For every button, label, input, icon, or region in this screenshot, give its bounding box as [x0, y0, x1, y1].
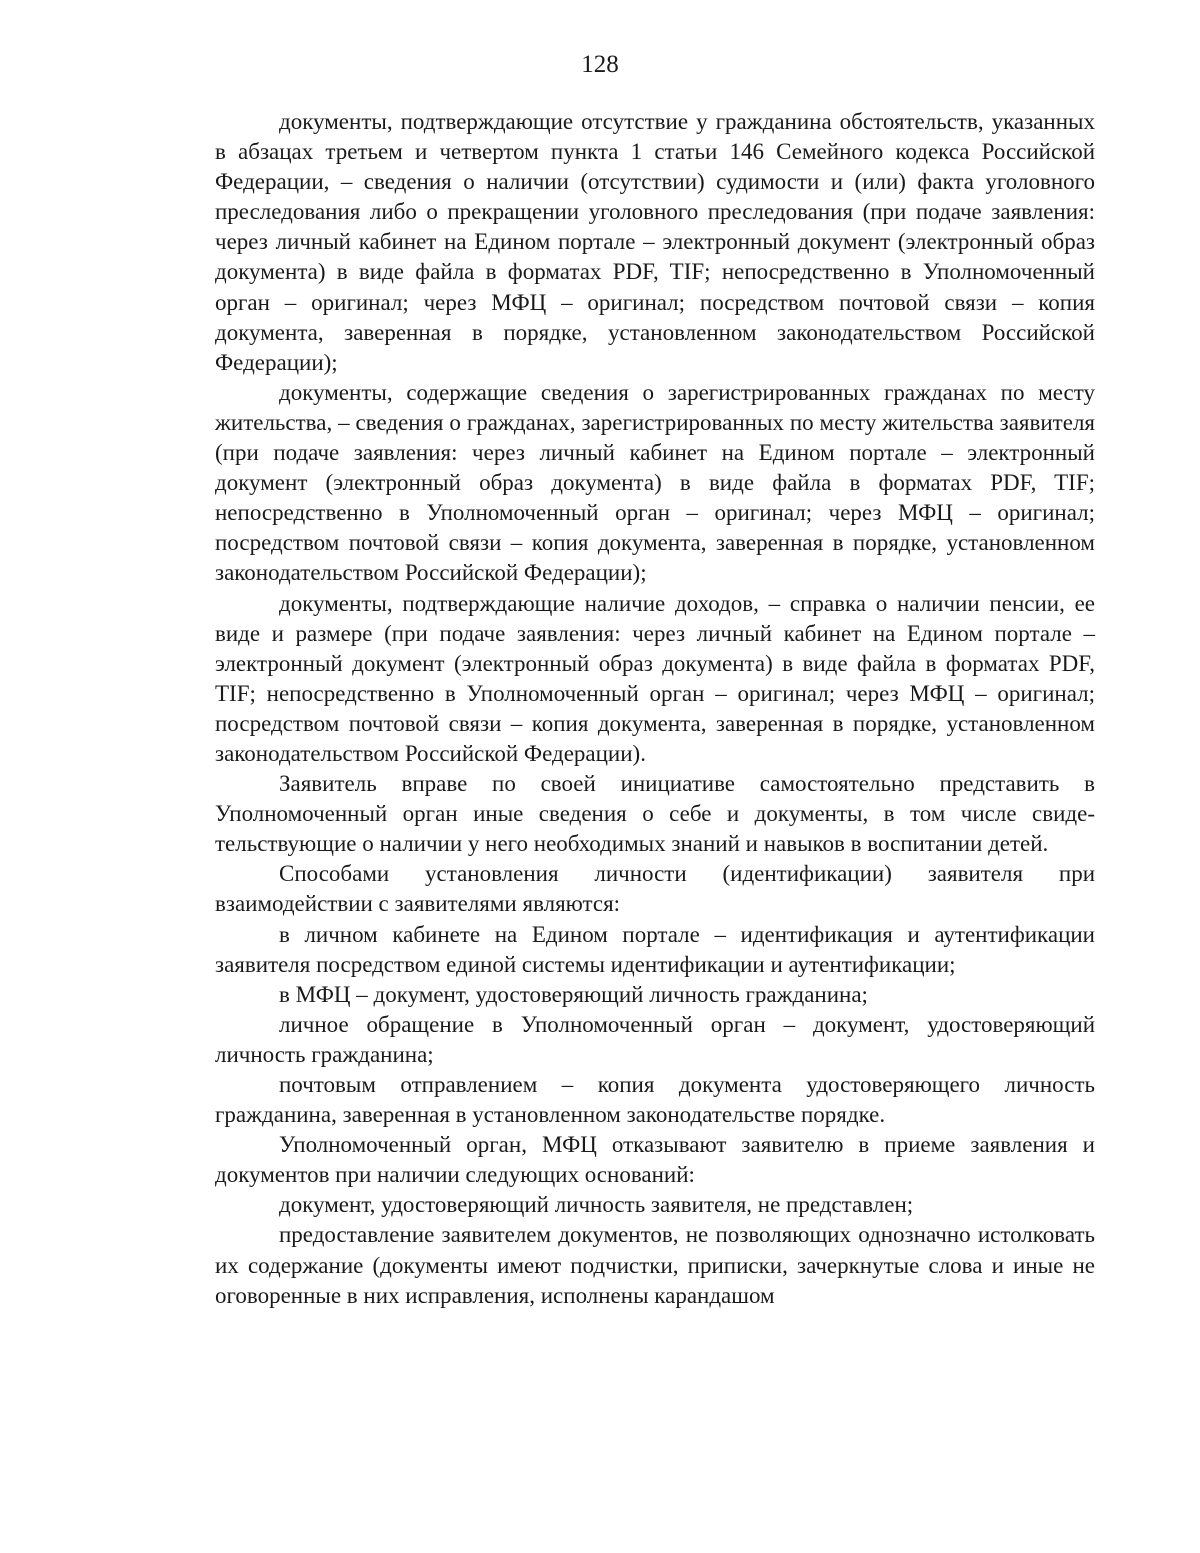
paragraph-optional-documents: Заявитель вправе по своей инициативе самостоятельно представить в Уполномоченный орган иные сведения о себе и документы, в том числе свидетельствующие о наличии у него необходимых знаний и навыков в воспитании детей.: [215, 771, 1095, 857]
paragraph-criminal-record-documents: документы, подтверждающие отсутствие у гражданина обстоятельств, указанных в абзацах третьем и четвертом пункта 1 статьи 146 Семейного кодекса Российской Федерации, – сведения о наличии (отсутствии) судимости и (или) факта уголовного преследования либо о прекращении уголовного преследования (при подаче заявления: через личный кабинет на Едином портале – электронный документ (электронный образ документа) в виде файла в форматах PDF, TIF; непосредственно в Уполномоченный орган – оригинал; через МФЦ – оригинал; посредством почтовой связи – копия документа, заверенная в порядке, установленном законодательством Российской Федерации);: [215, 109, 1095, 375]
paragraph-income-documents: документы, подтверждающие наличие доходов, – справка о наличии пенсии, ее виде и размере (при подаче заявления: через личный кабинет на Едином портале – электронный документ (электронный образ документа) в виде файла в форматах PDF, TIF; непосредственно в Уполномоченный орган – оригинал; через МФЦ – оригинал; посредством почтовой связи – копия документа, заверенная в порядке, установленном законодательством Российской Федерации).: [215, 590, 1095, 766]
document-body: [215, 107, 1095, 1311]
paragraph-id-postal: почтовым отправлением – копия документа удостоверяющего личность гражданина, заверенная в установленном законодательстве порядке.: [215, 1072, 1095, 1128]
paragraph-id-personal: личное обращение в Уполномоченный орган – документ, удостоверяющий личность гражданина;: [215, 1011, 1095, 1067]
paragraph-refusal-no-id: документ, удостоверяющий личность заявителя, не представлен;: [279, 1192, 914, 1218]
paragraph-id-portal: в личном кабинете на Едином портале – идентификация и аутентификации заявителя посредством единой системы идентификации и аутентификации;: [215, 921, 1095, 977]
paragraph-identification-methods: Способами установления личности (идентификации) заявителя при взаимодействии с заявителями являются:: [215, 861, 1095, 917]
page-number: 128: [581, 51, 619, 78]
paragraph-refusal-ambiguous: предоставление заявителем документов, не позволяющих однозначно истолковать их содержание (документы имеют подчистки, приписки, зачеркнутые слова и иные не оговоренные в них исправления, исполнены карандашом: [215, 1222, 1095, 1308]
paragraph-registration-documents: документы, содержащие сведения о зарегистрированных гражданах по месту жительства, – сведения о гражданах, зарегистрированных по месту жительства заявителя (при подаче заявления: через личный кабинет на Едином портале – электронный документ (электронный образ документа) в виде файла в форматах PDF, TIF; непосредственно в Уполномоченный орган – оригинал; через МФЦ – оригинал; посредством почтовой связи – копия документа, заверенная в порядке, установленном законодательством Российской Федерации);: [215, 379, 1095, 586]
paragraph-refusal-grounds: Уполномоченный орган, МФЦ отказывают заявителю в приеме заявления и документов при наличии следующих оснований:: [215, 1132, 1095, 1188]
paragraph-id-mfc: в МФЦ – документ, удостоверяющий личность гражданина;: [279, 981, 868, 1007]
